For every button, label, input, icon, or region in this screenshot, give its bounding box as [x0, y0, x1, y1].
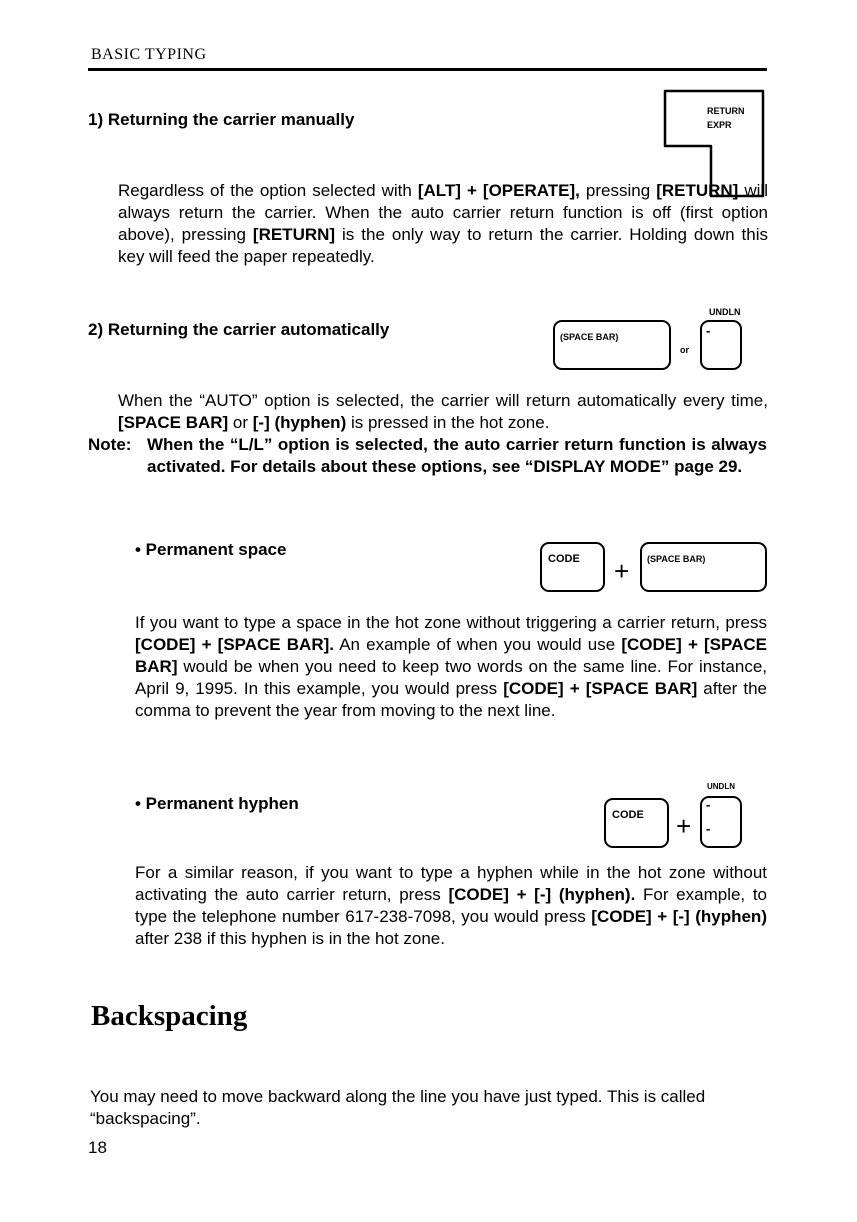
undln-label: UNDLN	[709, 307, 741, 317]
permanent-space-text-run: would be when you need to keep two words on the same line. For instance, April 9, 1995. In this example, you would press	[135, 657, 767, 698]
permanent-hyphen-text-run: For example, to type the telephone number 617-238-7098, you would press	[135, 885, 768, 926]
paragraph-auto-return: When the “AUTO” option is selected, the carrier will return automatically every time, [SPACE BAR] or [-] (hyphen) is pressed in the hot zone.	[118, 391, 768, 432]
space-bar-key-label: (SPACE BAR)	[647, 554, 706, 564]
heading-permanent-space: • Permanent space	[135, 540, 287, 559]
hyphen-key	[700, 320, 742, 370]
paragraph-permanent-hyphen	[135, 862, 767, 950]
header-rule	[88, 68, 767, 71]
undln-label: UNDLN	[707, 782, 735, 791]
section-heading-auto-return: 2) Returning the carrier automatically	[88, 320, 390, 339]
section-heading-backspacing: Backspacing	[91, 1000, 248, 1032]
space-bar-key	[553, 320, 671, 370]
manual-return-text-run: pressing	[579, 181, 657, 200]
permanent-space-text-run: [CODE] + [SPACE BAR]	[503, 679, 698, 698]
note-label: Note:	[88, 435, 132, 454]
paragraph-backspacing: You may need to move backward along the line you have just typed. This is called “backspacing”.	[90, 1087, 706, 1128]
paragraph-manual-return	[118, 180, 768, 268]
permanent-space-text-run: [CODE] + [SPACE BAR].	[135, 635, 334, 654]
hyphen-key-symbol: -	[706, 323, 711, 338]
return-key-label: RETURN	[707, 106, 745, 116]
permanent-space-text-run: If you want to type a space in the hot zone without triggering a carrier return, press	[135, 613, 767, 632]
space-bar-key	[640, 542, 767, 592]
note-text: When the “L/L” option is selected, the auto carrier return function is always activated. For details about these options, see “DISPLAY MODE” page 29.	[147, 435, 767, 476]
manual-return-text-run: [RETURN]	[252, 225, 336, 244]
plus-sign: +	[614, 556, 630, 586]
plus-sign: +	[676, 811, 692, 841]
hyphen-key	[700, 796, 742, 848]
permanent-space-text-run: [CODE] + [SPACE BAR]	[135, 635, 767, 676]
manual-return-text-run: Regardless of the option selected with	[118, 181, 418, 200]
manual-return-text-run: will always return the carrier. When the auto carrier return function is off (first option above), pressing	[118, 181, 768, 244]
code-key	[540, 542, 605, 592]
manual-return-text-run: is the only way to return the carrier. Holding down this key will feed the paper repeatedly.	[118, 225, 768, 266]
space-bar-key-label: (SPACE BAR)	[560, 332, 619, 342]
running-header: BASIC TYPING	[91, 46, 207, 63]
permanent-hyphen-text-run: [CODE] + [-] (hyphen).	[448, 885, 636, 904]
code-key-label: CODE	[612, 809, 644, 821]
hyphen-key-lower-symbol: -	[706, 821, 711, 836]
manual-return-text-run: [RETURN]	[656, 181, 739, 200]
permanent-space-text-run: An example of when you would use	[334, 635, 622, 654]
or-label: or	[680, 345, 689, 355]
section-heading-manual-return: 1) Returning the carrier manually	[88, 110, 355, 129]
code-key	[604, 798, 669, 848]
permanent-hyphen-text-run: For a similar reason, if you want to type a hyphen while in the hot zone without activating the auto carrier return, press	[135, 863, 767, 904]
hyphen-key-symbol: -	[706, 797, 711, 812]
heading-permanent-hyphen: • Permanent hyphen	[135, 794, 299, 813]
paragraph-permanent-space	[135, 612, 767, 722]
manual-return-text-run: [ALT] + [OPERATE],	[417, 181, 580, 200]
permanent-space-text-run: after the comma to prevent the year from moving to the next line.	[135, 679, 767, 720]
code-key-label: CODE	[548, 553, 580, 565]
permanent-hyphen-text-run: [CODE] + [-] (hyphen)	[591, 907, 767, 926]
expr-key-label: EXPR	[707, 120, 732, 130]
permanent-hyphen-text-run: after 238 if this hyphen is in the hot zone.	[135, 929, 445, 948]
page-number: 18	[88, 1138, 107, 1157]
